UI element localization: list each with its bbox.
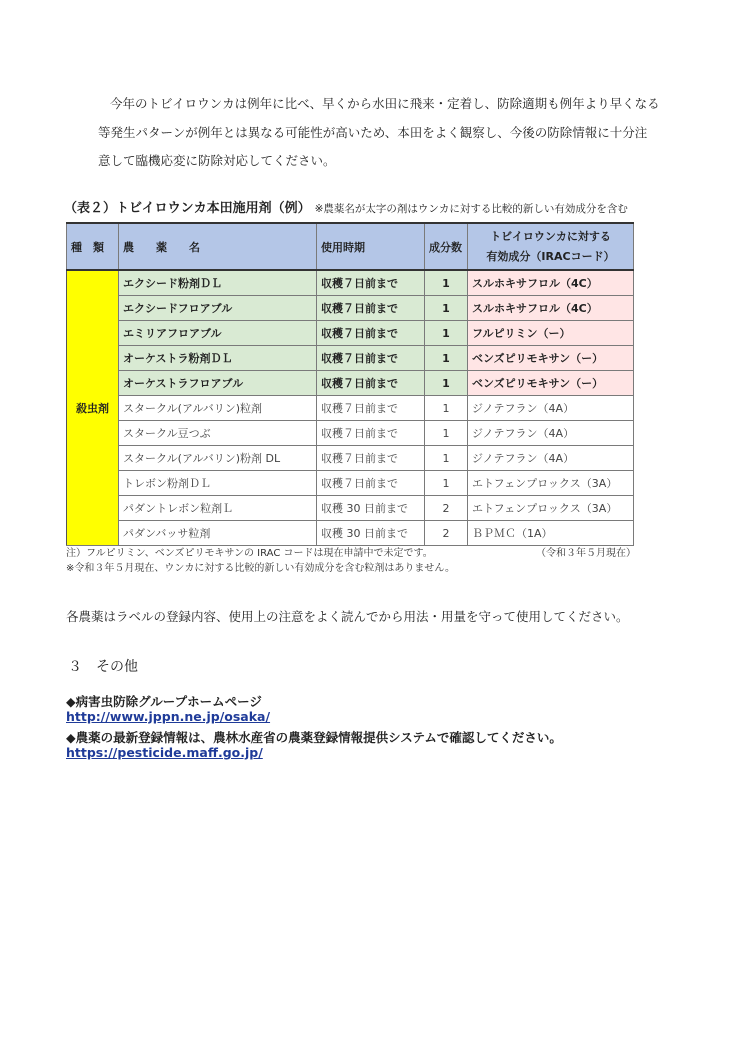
intro-line: 今年のトビイロウンカは例年に比べ、早くから水田に飛来・定着し、防除適期も例年より早くなる	[110, 96, 660, 111]
pesticide-name: スタークル(アルバリン)粒剤	[119, 396, 317, 421]
usage-period: 収穫７日前まで	[317, 396, 425, 421]
pesticide-name: パダントレボン粒剤Ｌ	[119, 496, 317, 521]
table-row	[67, 521, 634, 546]
table-note: ※農薬名が太字の剤はウンカに対する比較的新しい有効成分を含む	[314, 203, 628, 215]
usage-period: 収穫７日前まで	[317, 346, 425, 371]
component-count: 2	[425, 496, 468, 521]
active-ingredient: ベンズピリモキサン（ー）	[468, 346, 634, 371]
usage-period: 収穫 30 日前まで	[317, 496, 425, 521]
active-ingredient: エトフェンプロックス（3A）	[468, 471, 634, 496]
component-count: 1	[425, 471, 468, 496]
usage-period: 収穫７日前まで	[317, 471, 425, 496]
table-row	[67, 471, 634, 496]
component-count: 1	[425, 346, 468, 371]
section-heading: ３ その他	[68, 659, 138, 675]
pesticide-table	[66, 222, 634, 546]
link-pesticide-system[interactable]: https://pesticide.maff.go.jp/	[66, 745, 263, 760]
intro-line: 意して臨機応変に防除対応してください。	[98, 153, 336, 168]
table-row	[67, 321, 634, 346]
table-row	[67, 346, 634, 371]
link-item	[66, 694, 562, 724]
active-ingredient: ジノテフラン（4A）	[468, 396, 634, 421]
pesticide-name: エクシード粉剤ＤＬ	[119, 270, 317, 296]
header-irac	[468, 223, 634, 270]
usage-instruction: 各農薬はラベルの登録内容、使用上の注意をよく読んでから用法・用量を守って使用してください。	[66, 609, 629, 624]
table-row	[67, 396, 634, 421]
component-count: 1	[425, 446, 468, 471]
pesticide-name: エミリアフロアブル	[119, 321, 317, 346]
active-ingredient: ジノテフラン（4A）	[468, 446, 634, 471]
usage-period: 収穫７日前まで	[317, 421, 425, 446]
pesticide-name: オーケストラ粉剤ＤＬ	[119, 346, 317, 371]
component-count: 1	[425, 396, 468, 421]
header-irac-line1: トビイロウンカに対する	[490, 229, 611, 243]
active-ingredient: スルホキサフロル（4C）	[468, 296, 634, 321]
usage-period: 収穫 30 日前まで	[317, 521, 425, 546]
usage-period: 収穫７日前まで	[317, 296, 425, 321]
active-ingredient: ＢＰＭＣ（1A）	[468, 521, 634, 546]
header-type: 種 類	[67, 223, 119, 270]
table-title: （表２）トビイロウンカ本田施用剤（例）	[64, 201, 311, 216]
active-ingredient: ベンズピリモキサン（ー）	[468, 371, 634, 396]
component-count: 1	[425, 371, 468, 396]
component-count: 2	[425, 521, 468, 546]
table-notes	[66, 546, 636, 576]
usage-period: 収穫７日前まで	[317, 446, 425, 471]
intro-paragraph	[98, 90, 698, 176]
pesticide-name: トレボン粉剤ＤＬ	[119, 471, 317, 496]
table-row	[67, 371, 634, 396]
active-ingredient: フルピリミン（ー）	[468, 321, 634, 346]
usage-period: 収穫７日前まで	[317, 270, 425, 296]
link-label-pesticide: ◆農薬の最新登録情報は、農林水産省の農薬登録情報提供システムで確認してください。	[66, 730, 562, 745]
note-granules: ※令和３年５月現在、ウンカに対する比較的新しい有効成分を含む粒剤はありません。	[66, 563, 455, 574]
link-label-homepage: ◆病害虫防除グループホームページ	[66, 694, 262, 709]
component-count: 1	[425, 321, 468, 346]
component-count: 1	[425, 270, 468, 296]
active-ingredient: スルホキサフロル（4C）	[468, 270, 634, 296]
type-cell: 殺虫剤	[67, 270, 119, 546]
component-count: 1	[425, 296, 468, 321]
pesticide-name: スタークル豆つぶ	[119, 421, 317, 446]
table-row	[67, 421, 634, 446]
table-row	[67, 270, 634, 296]
table-row	[67, 446, 634, 471]
header-name: 農 薬 名	[119, 223, 317, 270]
header-count: 成分数	[425, 223, 468, 270]
link-item	[66, 730, 562, 760]
usage-period: 収穫７日前まで	[317, 371, 425, 396]
table-caption	[64, 197, 704, 216]
header-period: 使用時期	[317, 223, 425, 270]
active-ingredient: ジノテフラン（4A）	[468, 421, 634, 446]
header-irac-line2: 有効成分（IRACコード）	[486, 249, 615, 263]
pesticide-name: エクシードフロアブル	[119, 296, 317, 321]
active-ingredient: エトフェンプロックス（3A）	[468, 496, 634, 521]
table-header-row	[67, 223, 634, 270]
note-date: （令和３年５月現在）	[536, 548, 636, 559]
note-irac: 注）フルピリミン、ベンズピリモキサンの IRAC コードは現在申請中で未定です。	[66, 548, 433, 559]
pesticide-name: スタークル(アルバリン)粉剤 DL	[119, 446, 317, 471]
links-list	[66, 694, 562, 766]
link-homepage[interactable]: http://www.jppn.ne.jp/osaka/	[66, 709, 271, 724]
intro-line: 等発生パターンが例年とは異なる可能性が高いため、本田をよく観察し、今後の防除情報に十分注	[98, 124, 648, 140]
table-row	[67, 496, 634, 521]
pesticide-name: オーケストラフロアブル	[119, 371, 317, 396]
component-count: 1	[425, 421, 468, 446]
usage-period: 収穫７日前まで	[317, 321, 425, 346]
pesticide-name: パダンバッサ粒剤	[119, 521, 317, 546]
table-row	[67, 296, 634, 321]
